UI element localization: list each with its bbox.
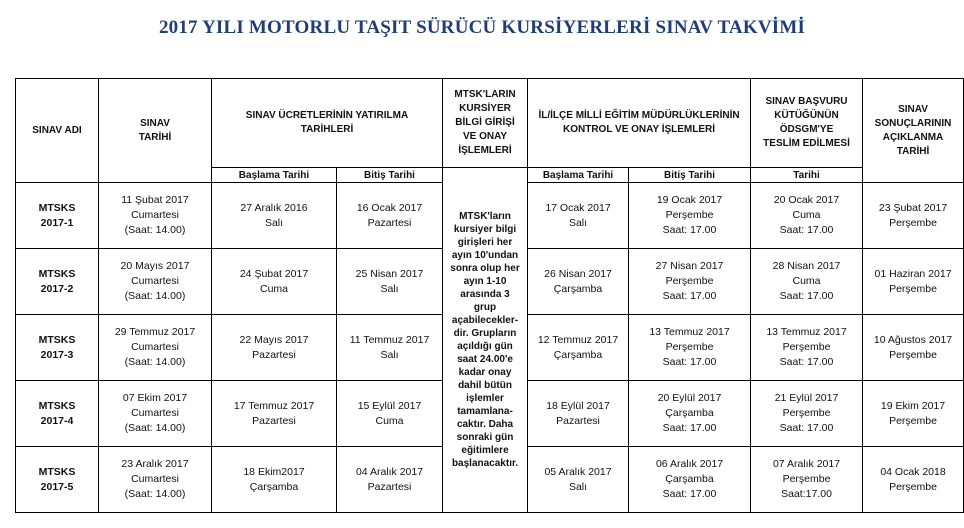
cell-line: 18 Ekim2017 [243,465,305,478]
cell-line: Perşembe [665,275,714,287]
cell-mem-bas [528,315,629,381]
cell-line: 06 Aralık 2017 [655,458,724,470]
cell-line: kadar onay [458,367,512,378]
cell-sonuc [863,447,964,513]
cell-line: Saat: 17.00 [662,488,717,500]
cell-basvuru [751,183,863,249]
cell-line: 19 Ocak 2017 [656,194,723,206]
cell-line: Çarşamba [553,348,603,361]
cell-line: 10 Ağustos 2017 [873,333,953,346]
cell-name [16,447,99,513]
cell-line: 20 Mayıs 2017 [120,260,190,272]
cell-line: 15 Eylül 2017 [357,399,422,412]
cell-line: 28 Nisan 2017 [772,260,841,272]
cell-line: (Saat: 14.00) [124,356,186,368]
cell-line: 26 Nisan 2017 [544,267,612,280]
cell-line: 27 Nisan 2017 [655,260,724,272]
cell-line: Salı [380,348,399,361]
cell-line: 17 Temmuz 2017 [233,399,315,412]
cell-line: KONTROL VE ONAY İŞLEMLERİ [562,124,716,135]
cell-line: sonraki gün [456,432,514,443]
cell-ucret-bas [212,183,337,249]
cell-line: SONUÇLARININ [874,117,952,129]
cell-line: Cuma [792,275,821,287]
cell-line: 2017-5 [40,480,74,493]
subheader-mem-bitis: Bitiş Tarihi [629,168,751,183]
cell-line: Pazartesi [367,216,412,229]
cell-mem-bas [528,447,629,513]
cell-line: Saat: 17.00 [662,224,717,236]
header-sinav-tarihi [99,79,212,183]
cell-mem-bit [629,381,751,447]
cell-line: 23 Şubat 2017 [878,201,948,214]
cell-line: 13 Temmuz 2017 [649,326,730,338]
cell-line: Saat: 17.00 [779,356,834,368]
cell-line: dahil bütün [458,380,512,391]
cell-line: KURSİYER [459,103,511,114]
cell-line: Salı [568,480,588,493]
cell-line: grup [473,302,497,313]
cell-mem-bit [629,183,751,249]
cell-line: açabilecekler- [451,315,519,326]
cell-line: SINAV ÜCRETLERİNİN YATIRILMA [245,110,409,121]
cell-sonuc [863,381,964,447]
cell-name [16,315,99,381]
cell-sinav [99,249,212,315]
cell-line: Cumartesi [131,407,179,419]
cell-line: 2017-4 [40,414,74,427]
cell-line: MTSKS [38,201,76,214]
cell-basvuru [751,249,863,315]
cell-line: Perşembe [889,414,937,427]
cell-line: 13 Temmuz 2017 [766,326,847,338]
cell-line: Perşembe [665,341,714,353]
cell-sonuc [863,315,964,381]
cell-line: TARİHLERİ [300,124,354,135]
cell-line: İL/İLÇE MİLLİ EĞİTİM MÜDÜRLÜKLERİNİN [538,110,740,121]
cell-line: TARİHİ [896,145,930,157]
cell-line: Perşembe [782,407,831,419]
cell-sinav [99,381,212,447]
cell-line: 07 Aralık 2017 [772,458,841,470]
cell-sinav [99,315,212,381]
cell-line: (Saat: 14.00) [124,290,186,302]
cell-line: 04 Ocak 2018 [880,465,946,478]
cell-line: Saat: 17.00 [662,422,717,434]
cell-line: Çarşamba [249,480,299,493]
cell-sinav [99,447,212,513]
cell-line: 24 Şubat 2017 [239,267,309,280]
cell-mem-bit [629,249,751,315]
cell-line: 19 Ekim 2017 [880,399,946,412]
cell-line: İŞLEMLERİ [458,145,512,156]
page-title: 2017 YILI MOTORLU TAŞIT SÜRÜCÜ KURSİYERLERİ SINAV TAKVİMİ [158,17,806,38]
cell-line: (Saat: 14.00) [124,224,186,236]
cell-line: (Saat: 14.00) [124,488,186,500]
header-mtsk [443,79,528,168]
cell-mem-bit [629,447,751,513]
cell-line: 20 Ocak 2017 [773,194,840,206]
cell-line: Perşembe [889,348,937,361]
cell-line: işlemler [466,393,504,404]
cell-line: Çarşamba [665,473,714,485]
cell-line: SINAV BAŞVURU [765,96,848,107]
cell-line: kursiyer bilgi [453,224,517,235]
header-basvuru [751,79,863,168]
cell-line: Salı [264,216,284,229]
cell-line: BİLGİ GİRİŞİ [455,117,515,128]
cell-line: Pazartesi [252,348,296,361]
cell-line: eğitimlere [461,445,509,456]
cell-ucret-bit [337,381,443,447]
subheader-basvuru-tarihi: Tarihi [751,168,863,183]
cell-line: MTSK'LARIN [454,89,516,100]
cell-line: Perşembe [782,473,831,485]
cell-mem-bas [528,381,629,447]
cell-line: Perşembe [889,282,937,295]
cell-line: Salı [380,282,399,295]
cell-line: Cumartesi [131,209,179,221]
header-ucret [212,79,443,168]
cell-line: ÖDSGM'YE [779,124,834,135]
cell-line: 16 Ocak 2017 [356,201,423,214]
cell-line: MTSKS [38,399,76,412]
cell-line: başlanacaktır. [451,458,519,469]
cell-line: 25 Nisan 2017 [355,267,424,280]
cell-line: Pazartesi [556,414,600,427]
cell-sonuc [863,249,964,315]
cell-sinav [99,183,212,249]
cell-line: VE ONAY [462,131,508,142]
mtsk-note [443,168,528,513]
cell-line: Perşembe [665,209,714,221]
cell-line: Saat:17.00 [781,488,832,500]
cell-line: MTSKS [38,267,76,280]
cell-basvuru [751,315,863,381]
cell-line: ayın 10'undan [451,250,519,261]
cell-line: MTSKS [38,465,76,478]
header-mem [528,79,751,168]
cell-line: Cuma [259,282,288,295]
cell-ucret-bit [337,447,443,513]
cell-basvuru [751,447,863,513]
cell-line: Cuma [792,209,821,221]
cell-line: (Saat: 14.00) [124,422,186,434]
cell-name [16,381,99,447]
cell-mem-bit [629,315,751,381]
cell-line: 04 Aralık 2017 [355,465,424,478]
cell-line: Saat: 17.00 [779,224,834,236]
cell-line: Çarşamba [553,282,603,295]
cell-line: Saat: 17.00 [662,290,717,302]
cell-line: ayın 1-10 [463,276,507,287]
cell-line: 11 Şubat 2017 [121,194,189,206]
cell-line: SINAV ADI [32,124,82,136]
cell-line: Pazartesi [252,414,296,427]
cell-line: 22 Mayıs 2017 [239,333,309,346]
cell-line: Perşembe [889,480,937,493]
cell-ucret-bit [337,315,443,381]
cell-line: arasında 3 [460,289,510,300]
cell-line: TARİHİ [138,131,172,143]
cell-ucret-bas [212,315,337,381]
cell-line: 23 Aralık 2017 [121,458,189,470]
cell-line: AÇIKLANMA [882,131,944,143]
cell-name [16,249,99,315]
cell-line: Salı [568,216,588,229]
cell-line: 05 Aralık 2017 [544,465,612,478]
cell-ucret-bas [212,249,337,315]
cell-line: Saat: 17.00 [779,290,834,302]
cell-ucret-bit [337,183,443,249]
cell-line: 07 Ekim 2017 [122,392,188,404]
cell-line: Saat: 17.00 [779,422,834,434]
cell-line: dir. Grupların [453,328,517,339]
cell-ucret-bas [212,447,337,513]
cell-line: 27 Aralık 2016 [240,201,308,214]
cell-line: 17 Ocak 2017 [545,201,611,214]
cell-line: SINAV [898,103,928,115]
header-sinav-adi [16,79,99,183]
subheader-ucret-baslama: Başlama Tarihi [212,168,337,183]
cell-line: Perşembe [889,216,937,229]
exam-schedule-table [15,78,964,513]
cell-line: KÜTÜĞÜNÜN [774,110,839,121]
cell-line: tamamlana- [457,406,513,417]
cell-line: saat 24.00'e [457,354,513,365]
cell-mem-bas [528,183,629,249]
cell-ucret-bas [212,381,337,447]
cell-line: Cumartesi [131,341,179,353]
cell-line: açıldığı gün [457,341,513,352]
cell-line: Perşembe [782,341,831,353]
cell-line: Cuma [375,414,404,427]
cell-line: girişleri her [457,237,513,248]
cell-line: 01 Haziran 2017 [874,267,952,280]
cell-line: 29 Temmuz 2017 [114,326,196,338]
cell-line: caktır. Daha [456,419,514,430]
cell-line: Çarşamba [665,407,714,419]
cell-line: MTSK'ların [459,211,511,222]
cell-line: 20 Eylül 2017 [657,392,722,404]
cell-line: 2017-2 [40,282,74,295]
cell-line: sonra olup her [450,263,520,274]
cell-line: Cumartesi [131,275,179,287]
subheader-mem-baslama: Başlama Tarihi [528,168,629,183]
header-sonuc [863,79,964,183]
cell-basvuru [751,381,863,447]
cell-name [16,183,99,249]
cell-line: 2017-1 [40,216,74,229]
cell-sonuc [863,183,964,249]
cell-line: 18 Eylül 2017 [546,399,610,412]
cell-line: 12 Temmuz 2017 [537,333,619,346]
cell-ucret-bit [337,249,443,315]
cell-mem-bas [528,249,629,315]
cell-line: 21 Eylül 2017 [774,392,839,404]
cell-line: 2017-3 [40,348,74,361]
cell-line: MTSKS [38,333,76,346]
cell-line: Cumartesi [131,473,179,485]
cell-line: TESLİM EDİLMESİ [763,138,850,149]
cell-line: 11 Temmuz 2017 [349,333,430,346]
cell-line: Saat: 17.00 [662,356,717,368]
subheader-ucret-bitis: Bitiş Tarihi [337,168,443,183]
cell-line: SINAV [140,117,170,129]
cell-line: Pazartesi [367,480,412,493]
